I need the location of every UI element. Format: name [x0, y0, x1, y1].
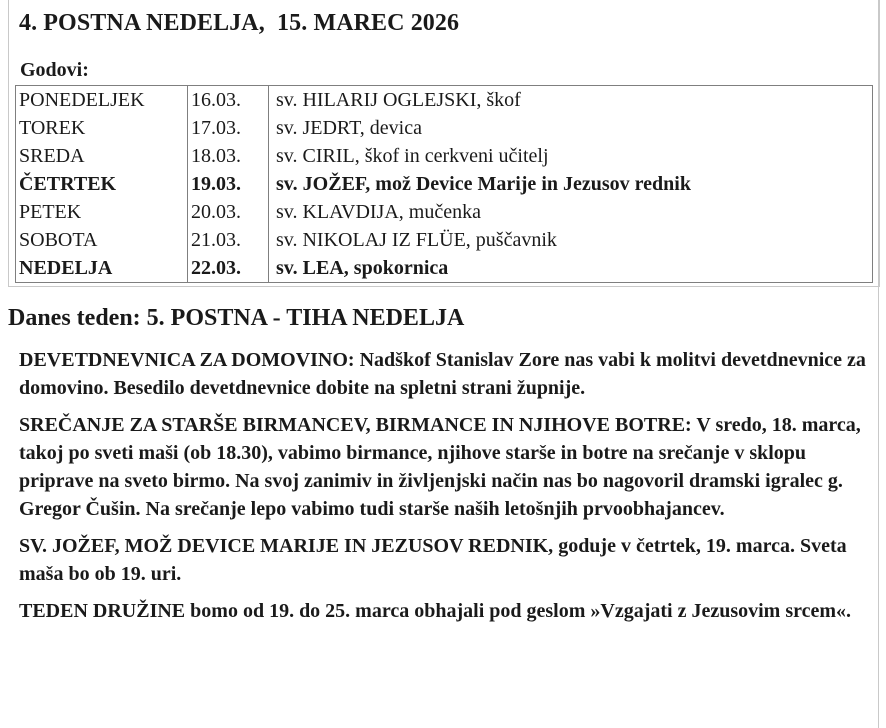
feast-date: 17.03. — [188, 114, 269, 142]
notice-body: V sredo, 18. marca, takoj po sveti maši (ob 18.30), vabimo birmance, njihove starše in botre na srečanje v sklopu priprave na sveto birmo. Na svoj zanimiv in življenjski način nas bo nagovoril dramski igralec g. Gregor Čušin. Na srečanje lepo vabimo tudi starše naših letošnjih prvoobhajancev. — [19, 414, 861, 520]
feast-row — [16, 198, 873, 226]
feast-saint: sv. NIKOLAJ IZ FLÜE, puščavnik — [269, 226, 873, 254]
next-week-heading: Danes teden: 5. POSTNA - TIHA NEDELJA — [8, 305, 465, 331]
feast-saint: sv. KLAVDIJA, mučenka — [269, 198, 873, 226]
feasts-table — [15, 85, 873, 283]
feast-day: PONEDELJEK — [19, 89, 145, 111]
feast-saint: sv. JEDRT, devica — [269, 114, 873, 142]
feast-row — [16, 86, 873, 115]
feasts-label: Godovi: — [20, 59, 89, 81]
notice-body: bomo od 19. do 25. marca obhajali pod geslom »Vzgajati z Jezusovim srcem«. — [185, 600, 852, 622]
page-right-border — [878, 0, 879, 728]
feast-date: 16.03. — [188, 86, 269, 115]
notice-heading: TEDEN DRUŽINE — [19, 600, 186, 622]
feast-row — [16, 170, 873, 198]
feast-saint: sv. LEA, spokornica — [269, 254, 873, 283]
feast-day: PETEK — [19, 201, 82, 223]
feast-saint: sv. CIRIL, škof in cerkveni učitelj — [269, 142, 873, 170]
feast-date: 22.03. — [188, 254, 269, 283]
feast-row — [16, 226, 873, 254]
feast-day: ČETRTEK — [19, 173, 117, 195]
feast-date: 19.03. — [188, 170, 269, 198]
feast-saint: sv. HILARIJ OGLEJSKI, škof — [269, 86, 873, 115]
notice-body: goduje v četrtek, 19. marca. Sveta maša bo ob 19. uri. — [19, 535, 847, 585]
notice — [19, 597, 869, 625]
feast-date: 18.03. — [188, 142, 269, 170]
feast-saint: sv. JOŽEF, mož Device Marije in Jezusov rednik — [269, 170, 873, 198]
notice — [19, 411, 869, 523]
notice-heading: SREČANJE ZA STARŠE BIRMANCEV, BIRMANCE IN NJIHOVE BOTRE: — [19, 414, 692, 436]
notice — [19, 346, 869, 402]
feast-row — [16, 142, 873, 170]
feast-date: 20.03. — [188, 198, 269, 226]
feast-day: TOREK — [19, 117, 86, 139]
notice — [19, 532, 869, 588]
feast-row — [16, 114, 873, 142]
notice-body: Nadškof Stanislav Zore nas vabi k molitvi devetdnevnice za domovino. Besedilo devetdnevnice dobite na spletni strani župnije. — [19, 349, 866, 399]
notice-heading: SV. JOŽEF, MOŽ DEVICE MARIJE IN JEZUSOV REDNIK, — [19, 535, 554, 557]
notices-list — [19, 346, 869, 634]
page-title: 4. POSTNA NEDELJA, 15. MAREC 2026 — [19, 10, 460, 36]
feast-day: NEDELJA — [19, 257, 113, 279]
feast-day: SOBOTA — [19, 229, 98, 251]
feast-row — [16, 254, 873, 283]
feast-date: 21.03. — [188, 226, 269, 254]
notice-heading: DEVETDNEVNICA ZA DOMOVINO: — [19, 349, 355, 371]
feast-day: SREDA — [19, 145, 85, 167]
